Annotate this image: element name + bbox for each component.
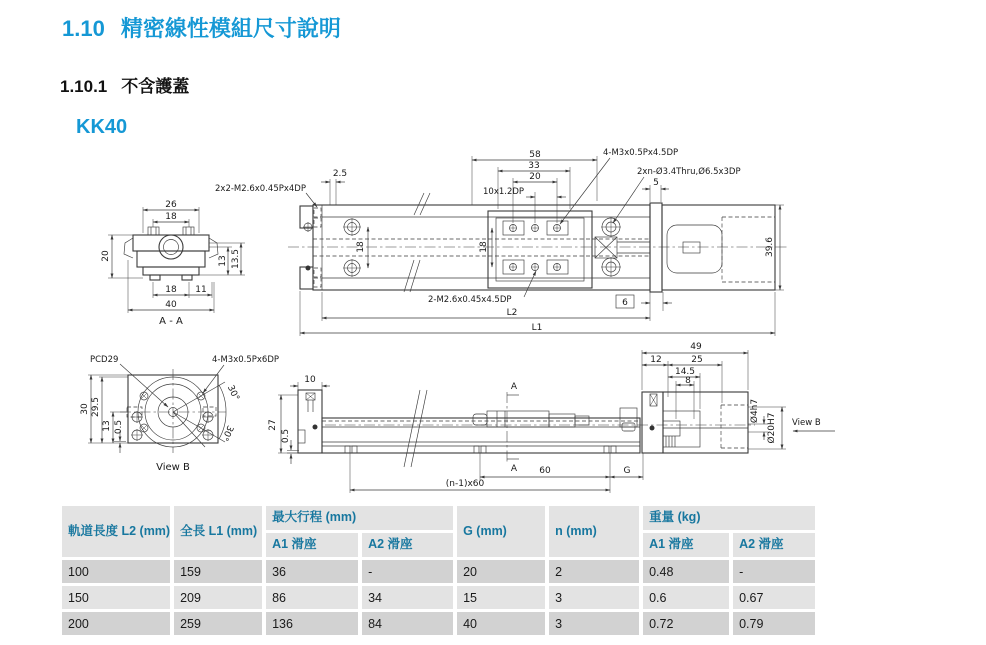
mounting-feet: [345, 446, 616, 453]
cell-total-length: 259: [174, 612, 262, 635]
motor-side: [642, 392, 748, 453]
table-row: [62, 612, 815, 635]
dim-side-G: G: [623, 466, 631, 476]
technical-drawing: [0, 135, 986, 505]
cell-stroke-a1: 36: [266, 560, 358, 583]
dim-plan-20: 20: [529, 172, 541, 182]
coupling-motor-plan: [595, 203, 775, 292]
dim-plan-L1: L1: [531, 323, 543, 333]
dim-side-49: 49: [690, 342, 702, 352]
label-through-holes: 2xn-Ø3.4Thru,Ø6.5x3DP: [637, 167, 741, 177]
table-row: [62, 560, 815, 583]
dim-plan-18-rail: 18: [356, 241, 366, 253]
dim-aa-13: 13: [218, 255, 228, 267]
cell-weight-a2: -: [733, 560, 815, 583]
cell-n: 2: [549, 560, 639, 583]
label-m26-screws: 2-M2.6x0.45x4.5DP: [428, 295, 512, 305]
dim-side-pilot-dia: Ø20H7: [767, 412, 777, 444]
cell-weight-a2: 0.67: [733, 586, 815, 609]
label-screws-2x2: 2x2-M2.6x0.45Px4DP: [215, 184, 306, 194]
cell-rail-length: 200: [62, 612, 170, 635]
section-line-a: [507, 382, 519, 474]
dimension-spec-table: [58, 503, 819, 638]
view-b: [80, 355, 279, 473]
cell-n: 3: [549, 586, 639, 609]
col-header-g: G (mm): [457, 506, 545, 557]
table-row: [62, 586, 815, 609]
dim-aa-40: 40: [165, 300, 177, 310]
cell-stroke-a1: 136: [266, 612, 358, 635]
label-tap-10x1-2: 10x1.2DP: [483, 187, 525, 197]
cell-g: 40: [457, 612, 545, 635]
dim-side-0-5: 0.5: [281, 428, 291, 444]
label-viewb-m3-screws: 4-M3x0.5Px6DP: [212, 355, 279, 365]
dim-viewb-0-5: 0.5: [114, 419, 124, 435]
label-m3-screws: 4-M3x0.5Px4.5DP: [603, 148, 679, 158]
cell-n: 3: [549, 612, 639, 635]
section-aa-caption: A - A: [159, 316, 183, 327]
dim-viewb-13: 13: [102, 420, 112, 432]
dim-viewb-angle-bottom: 30°: [218, 423, 235, 443]
col-header-weight-a2: A2 滑座: [733, 533, 815, 557]
col-header-max-stroke: 最大行程 (mm): [266, 506, 453, 530]
col-header-total-length: 全長 L1 (mm): [174, 506, 262, 557]
col-header-weight-a1: A1 滑座: [643, 533, 729, 557]
cell-weight-a1: 0.6: [643, 586, 729, 609]
dim-aa-13-5: 13.5: [231, 248, 241, 270]
cell-stroke-a2: 84: [362, 612, 453, 635]
carriage-plan: [488, 211, 592, 288]
dim-side-8: 8: [685, 376, 691, 386]
col-header-stroke-a2: A2 滑座: [362, 533, 453, 557]
cell-g: 20: [457, 560, 545, 583]
dim-side-12: 12: [650, 355, 662, 365]
dim-viewb-angle-top: 30°: [224, 383, 241, 403]
section-a-mark-top: A: [510, 382, 518, 392]
col-header-weight: 重量 (kg): [643, 506, 815, 530]
section-a-mark-bottom: A: [510, 464, 518, 474]
cell-weight-a2: 0.79: [733, 612, 815, 635]
carriage-screw-holes: [509, 224, 561, 271]
cell-rail-length: 100: [62, 560, 170, 583]
dim-side-14-5: 14.5: [674, 367, 696, 377]
dim-side-10: 10: [304, 375, 316, 385]
dim-viewb-29-5: 29.5: [91, 396, 101, 418]
cell-rail-length: 150: [62, 586, 170, 609]
subsection-heading: [60, 72, 189, 97]
cell-total-length: 209: [174, 586, 262, 609]
section-title: 精密線性模組尺寸說明: [120, 16, 341, 41]
cell-weight-a1: 0.72: [643, 612, 729, 635]
dim-aa-26: 26: [165, 200, 177, 210]
model-name: KK40: [76, 116, 128, 138]
dim-plan-6: 6: [622, 298, 628, 308]
cell-stroke-a1: 86: [266, 586, 358, 609]
dim-side-pitch: (n-1)x60: [445, 479, 485, 489]
plan-view: [215, 148, 788, 336]
dim-aa-18-top: 18: [165, 212, 177, 222]
dim-aa-18-bottom: 18: [165, 285, 177, 295]
dim-side-shaft-dia: Ø4h7: [750, 398, 760, 424]
dim-aa-20: 20: [101, 250, 111, 262]
section-number: 1.10: [62, 16, 105, 41]
section-aa-view: [101, 200, 245, 327]
cell-stroke-a2: -: [362, 560, 453, 583]
view-b-caption: View B: [156, 462, 190, 473]
dim-side-25: 25: [691, 355, 703, 365]
view-b-direction-label: View B: [792, 418, 821, 428]
side-view: [268, 342, 835, 493]
carriage-side: [473, 408, 637, 431]
dim-plan-39-6: 39.6: [765, 236, 775, 258]
cell-stroke-a2: 34: [362, 586, 453, 609]
dim-viewb-30: 30: [80, 403, 90, 415]
cell-total-length: 159: [174, 560, 262, 583]
dim-plan-L2: L2: [506, 308, 518, 318]
col-header-n: n (mm): [549, 506, 639, 557]
dim-side-60: 60: [539, 466, 551, 476]
dim-plan-5: 5: [653, 178, 659, 188]
subsection-title: 不含護蓋: [121, 77, 190, 96]
dim-side-27: 27: [268, 419, 278, 431]
subsection-number: 1.10.1: [60, 77, 108, 96]
dim-plan-2-5: 2.5: [332, 169, 348, 179]
dim-aa-11: 11: [195, 285, 207, 295]
cell-weight-a1: 0.48: [643, 560, 729, 583]
col-header-rail-length: 軌道長度 L2 (mm): [62, 506, 170, 557]
dim-plan-33: 33: [528, 161, 540, 171]
label-pcd29: PCD29: [90, 355, 119, 365]
section-heading: [62, 12, 341, 43]
col-header-stroke-a1: A1 滑座: [266, 533, 358, 557]
dim-plan-58: 58: [529, 150, 541, 160]
cell-g: 15: [457, 586, 545, 609]
dim-plan-18-carriage: 18: [479, 241, 489, 253]
